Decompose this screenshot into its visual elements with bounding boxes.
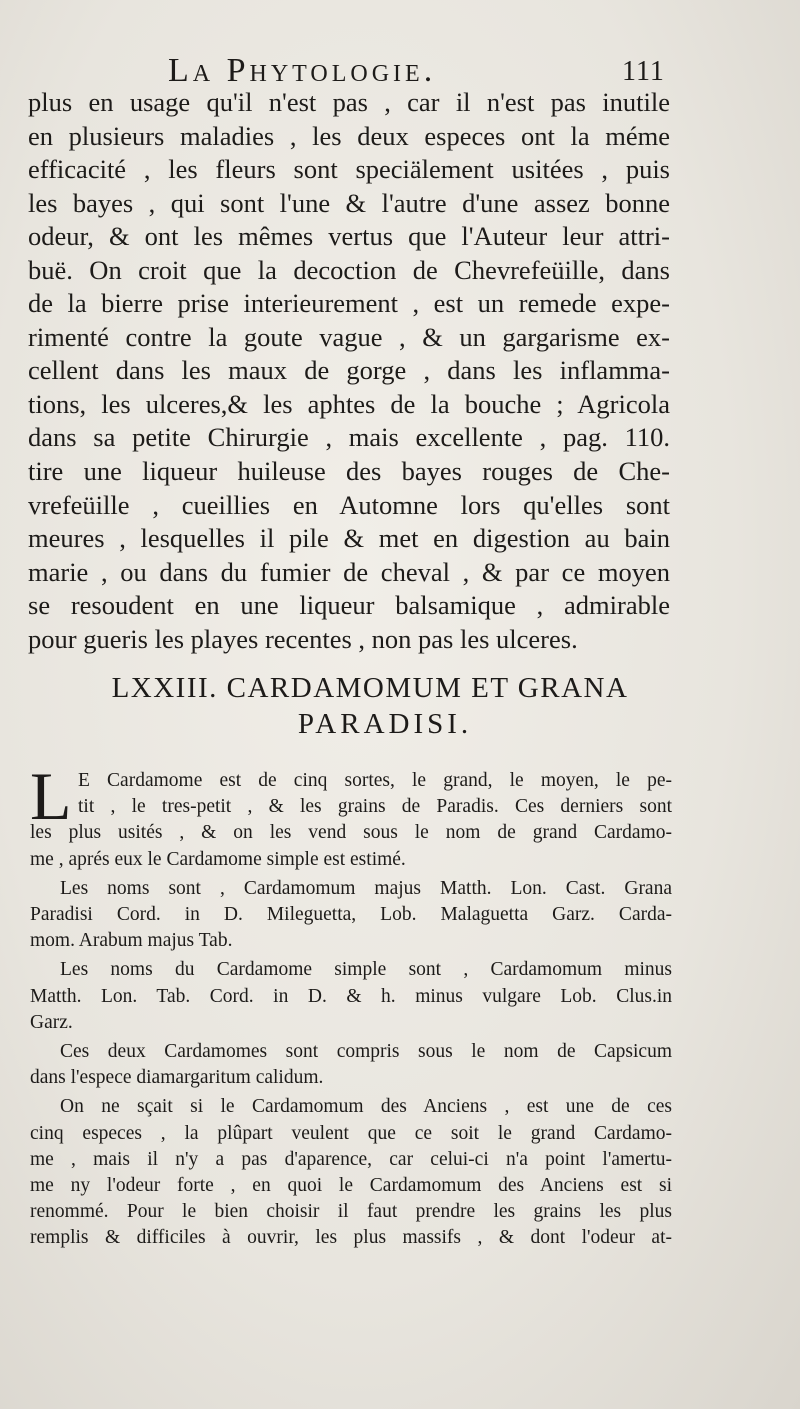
text-line: marie , ou dans du fumier de cheval , & par ce moyen <box>28 556 670 587</box>
text-line: renommé. Pour le bien choisir il faut prendre les grains les plus <box>30 1201 672 1223</box>
text-line: pour gueris les playes recentes , non pas les ulceres. <box>28 623 578 654</box>
running-title: La Phytologie. <box>168 52 437 89</box>
text-line: tit , le tres-petit , & les grains de Paradis. Ces derniers sont <box>78 796 672 818</box>
text-line: efficacité , les fleurs sont speciälement usitées , puis <box>28 154 670 185</box>
text-line: me ny l'odeur forte , en quoi le Cardamomum des Anciens est si <box>30 1175 672 1197</box>
text-line: Garz. <box>30 1011 73 1033</box>
chapter-heading-line-1: LXXIII. CARDAMOMUM ET GRANA <box>111 672 629 704</box>
text-line: les plus usités , & on les vend sous le nom de grand Cardamo- <box>30 822 672 844</box>
text-line: dans sa petite Chirurgie , mais excellente , pag. 110. <box>28 422 670 453</box>
text-line: buë. On croit que la decoction de Chevrefeüille, dans <box>28 254 670 285</box>
text-line: odeur, & ont les mêmes vertus que l'Auteur leur attri- <box>28 221 670 252</box>
page-number: 111 <box>622 56 665 87</box>
text-line: tions, les ulceres,& les aphtes de la bouche ; Agricola <box>28 388 670 419</box>
paragraph-3 <box>30 957 672 1036</box>
text-line: rimenté contre la goute vague , & un gargarisme ex- <box>28 321 670 352</box>
text-line: me , mais il n'y a pas d'aparence, car celui-ci n'a point l'amertu- <box>30 1148 672 1170</box>
chapter-heading <box>60 670 680 742</box>
chapter-body <box>30 758 672 1252</box>
text-line: Matth. Lon. Tab. Cord. in D. & h. minus vulgare Lob. Clus.in <box>30 985 672 1007</box>
text-line: E Cardamome est de cinq sortes, le grand, le moyen, le pe- <box>78 770 672 791</box>
text-line: Ces deux Cardamomes sont compris sous le nom de Capsicum <box>60 1041 672 1063</box>
text-line: me , aprés eux le Cardamome simple est estimé. <box>30 848 406 870</box>
text-line: On ne sçait si le Cardamomum des Anciens , est une de ces <box>60 1096 672 1118</box>
drop-cap: L <box>30 758 72 834</box>
text-line: Les noms du Cardamome simple sont , Cardamomum minus <box>60 959 672 981</box>
text-line: plus en usage qu'il n'est pas , car il n'est pas inutile <box>28 87 670 117</box>
text-line: Les noms sont , Cardamomum majus Matth. Lon. Cast. Grana <box>60 877 672 899</box>
paragraph-4 <box>30 1039 672 1091</box>
chapter-heading-line-2: PARADISI. <box>297 708 473 740</box>
text-line: dans l'espece diamargaritum calidum. <box>30 1067 324 1089</box>
text-line: cellent dans les maux de gorge , dans les inflamma- <box>28 355 670 386</box>
text-line: en plusieurs maladies , les deux especes ont la méme <box>28 120 670 151</box>
text-line: remplis & difficiles à ouvrir, les plus massifs , & dont l'odeur at- <box>30 1227 672 1249</box>
paragraph-2 <box>30 876 672 955</box>
text-line: tire une liqueur huileuse des bayes rouges de Che- <box>28 456 670 487</box>
text-line: les bayes , qui sont l'une & l'autre d'une assez bonne <box>28 187 670 218</box>
text-line: Paradisi Cord. in D. Mileguetta, Lob. Malaguetta Garz. Carda- <box>30 904 672 926</box>
text-line: mom. Arabum majus Tab. <box>30 930 233 952</box>
paragraph-1 <box>30 758 672 873</box>
continued-paragraph <box>28 86 670 656</box>
text-line: cinq especes , la plûpart veulent que ce soit le grand Cardamo- <box>30 1122 672 1144</box>
text-line: meures , lesquelles il pile & met en digestion au bain <box>28 523 670 554</box>
text-line: se resoudent en une liqueur balsamique , admirable <box>28 590 670 621</box>
text-line: vrefeüille , cueillies en Automne lors qu'elles sont <box>28 489 670 520</box>
text-line: de la bierre prise interieurement , est un remede expe- <box>28 288 670 319</box>
paragraph-5 <box>30 1094 672 1251</box>
